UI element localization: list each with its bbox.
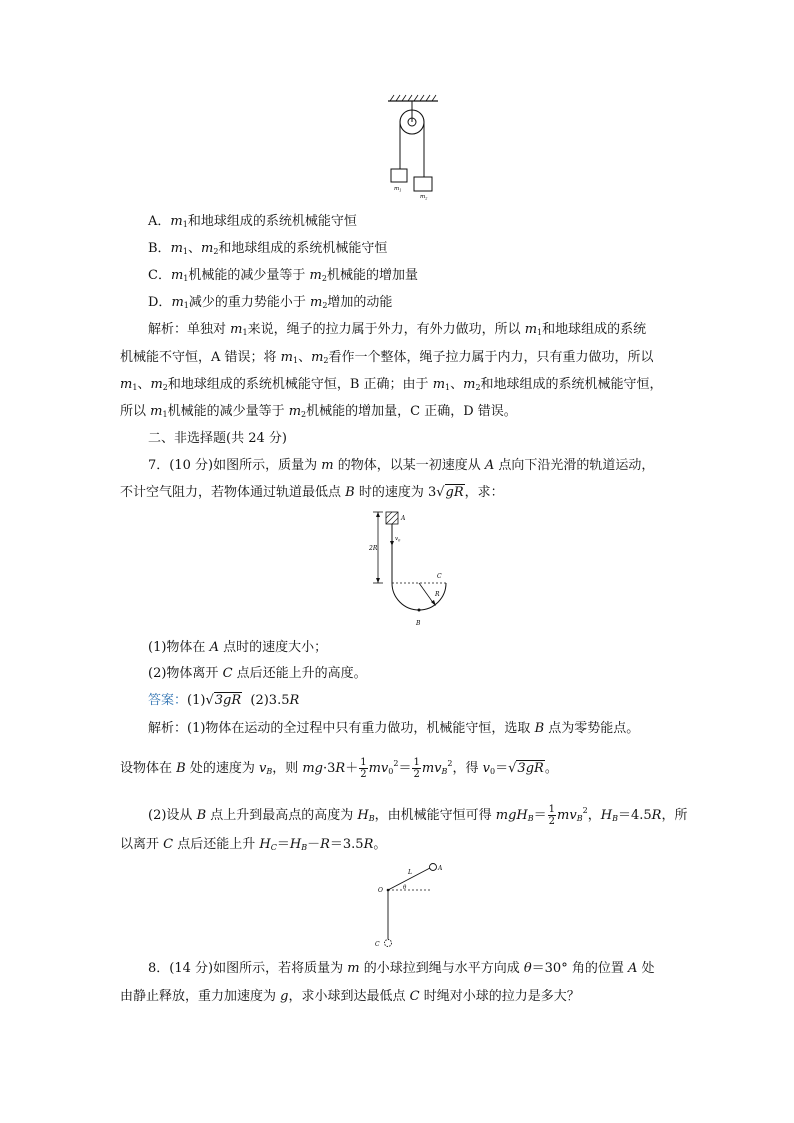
q6-analysis-line-2: 机械能不守恒，A 错误；将 $m_1$、$m_2$看作一个整体，绳子拉力属于内力，只有重力做功，所以 — [120, 350, 654, 365]
option-d: D．$m_1$减少的重力势能小于 $m_2$增加的动能 — [148, 295, 393, 310]
pendulum-figure — [372, 862, 454, 952]
q7-analysis-line-4: 以离开 C 点后还能上升 $H_C=H_B-R=3.5R$。 — [120, 837, 387, 852]
m2-label: $m_2$ — [420, 194, 428, 200]
point-a-label: A — [401, 515, 406, 522]
point-b-label: B — [416, 620, 421, 627]
q7-analysis-line-3: (2)设从 B 点上升到最高点的高度为 $H_B$，由机械能守恒可得 mgH$_B$＝ $\frac{1}{2}$ $mv_B^2$，$H_B=4.5R$，所 — [148, 804, 688, 827]
length-l-label: L — [408, 869, 412, 876]
option-c: C．$m_1$机械能的减少量等于 $m_2$机械能的增加量 — [148, 268, 418, 283]
point-o-label: O — [378, 887, 383, 894]
v0-label: $v_0$ — [395, 536, 401, 543]
point-c-label: C — [437, 573, 442, 580]
theta-label: θ — [403, 885, 407, 891]
q8-stem-line-1: 8．(14 分)如图所示，若将质量为 m 的小球拉到绳与水平方向成 θ＝30° 角的位置 A 处 — [148, 961, 655, 976]
section-title: 二、非选择题(共 24 分) — [148, 431, 287, 446]
option-a: A．$m_1$和地球组成的系统机械能守恒 — [148, 214, 357, 229]
m1-label: $m_1$ — [394, 186, 402, 193]
radius-label: R — [435, 591, 440, 598]
option-b: B．$m_1$、$m_2$和地球组成的系统机械能守恒 — [148, 241, 388, 256]
q7-stem-line-2: 不计空气阻力，若物体通过轨道最低点 B 时的速度为 3√gR，求： — [120, 485, 504, 500]
point-a-label: A — [438, 865, 443, 872]
pulley-figure — [380, 92, 450, 200]
q7-sub-2: (2)物体离开 C 点后还能上升的高度。 — [148, 666, 367, 681]
point-c-label: C — [375, 941, 380, 948]
q7-stem-line-1: 7．(10 分)如图所示，质量为 m 的物体，以某一初速度从 A 点向下沿光滑的轨道运动， — [148, 458, 655, 473]
q6-analysis-line-4: 所以 $m_1$机械能的减少量等于 $m_2$机械能的增加量，C 正确，D 错误。 — [120, 404, 517, 419]
q6-analysis-line-1: 解析：单独对 $m_1$来说，绳子的拉力属于外力，有外力做功，所以 $m_1$和地球组成的系统 — [148, 322, 647, 337]
q6-analysis-line-3: $m_1$、$m_2$和地球组成的系统机械能守恒，B 正确；由于 $m_1$、$m_2$和地球组成的系统机械能守恒， — [120, 377, 663, 392]
q7-analysis-line-2: 设物体在 B 处的速度为 $v_B$，则 mg·3R＋ $\frac{1}{2}$ $mv_0^2=$ $\frac{1}{2}$ $mv_B^2$，得 $v_0=√3gR$。 — [120, 757, 558, 780]
q7-answer: 答案：(1)√3gR (2)3.5R — [148, 693, 300, 708]
q7-analysis-line-1: 解析：(1)物体在运动的全过程中只有重力做功，机械能守恒，选取 B 点为零势能点。 — [148, 721, 640, 736]
track-figure — [365, 508, 465, 630]
q8-stem-line-2: 由静止释放，重力加速度为 g，求小球到达最低点 C 时绳对小球的拉力是多大？ — [120, 989, 580, 1004]
two-r-label: 2R — [369, 545, 378, 552]
q7-sub-1: (1)物体在 A 点时的速度大小； — [148, 640, 328, 655]
